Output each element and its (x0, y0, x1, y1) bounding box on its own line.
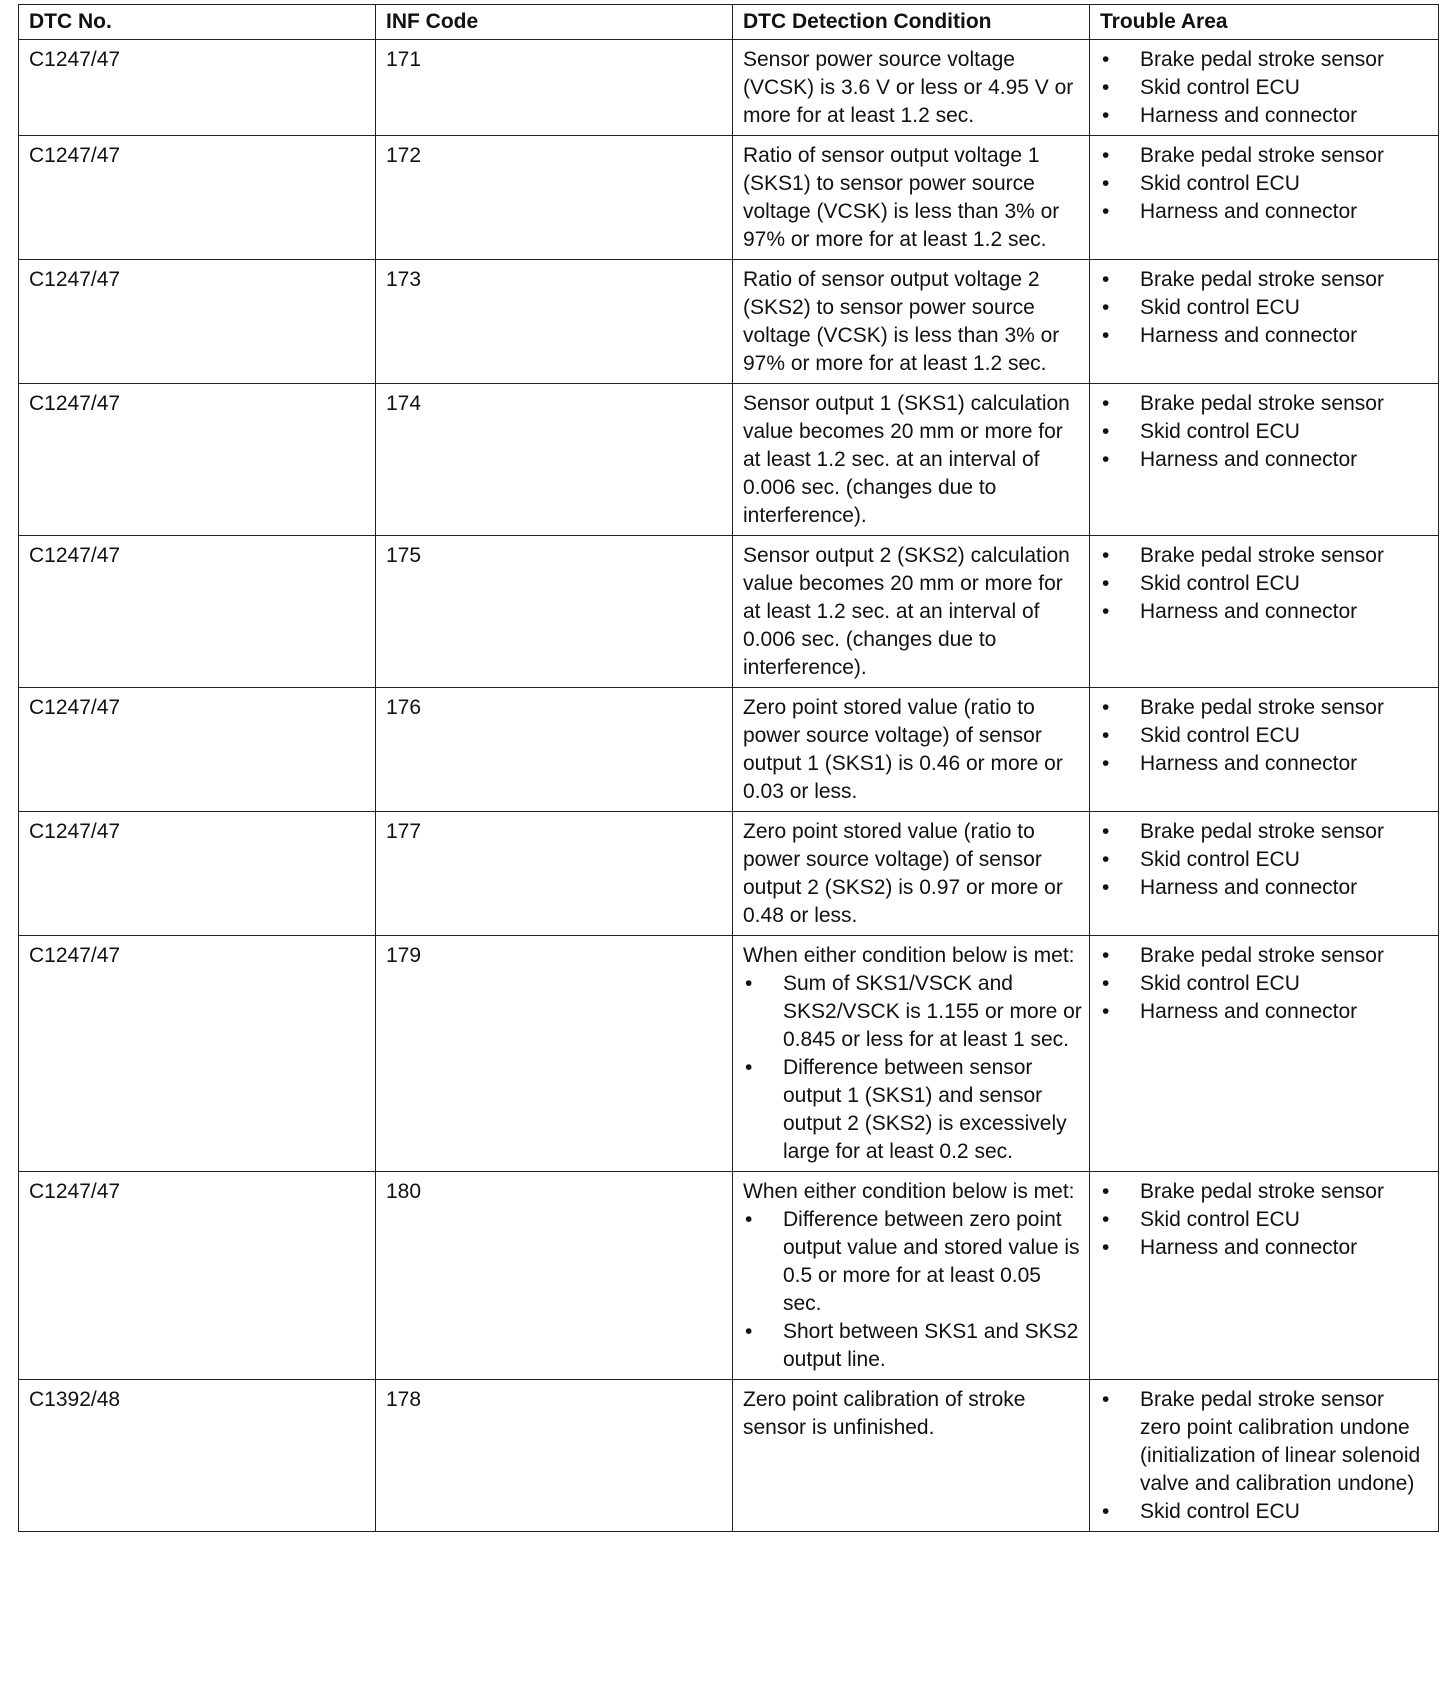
trouble-area-item: • Skid control ECU (1100, 970, 1429, 998)
trouble-area-item: • Skid control ECU (1100, 1206, 1429, 1234)
detection-condition-cell (733, 536, 1090, 688)
dtc-no-cell: C1247/47 (19, 1172, 376, 1380)
trouble-area-item: • Skid control ECU (1100, 570, 1429, 598)
table-row (19, 40, 1439, 136)
trouble-area-item: • Skid control ECU (1100, 74, 1429, 102)
condition-text: Zero point stored value (ratio to power source voltage) of sensor output 2 (SKS2) is 0.97 or more or 0.48 or less. (743, 820, 1063, 927)
condition-bullet: • Difference between sensor output 1 (SKS1) and sensor output 2 (SKS2) is excessively large for at least 0.2 sec. (743, 1054, 1083, 1166)
dtc-no-cell: C1247/47 (19, 936, 376, 1172)
table-row (19, 136, 1439, 260)
trouble-area-item: • Harness and connector (1100, 750, 1429, 778)
inf-code-cell: 173 (376, 260, 733, 384)
detection-condition-cell (733, 384, 1090, 536)
dtc-no-cell: C1247/47 (19, 812, 376, 936)
trouble-area-item: • Skid control ECU (1100, 170, 1429, 198)
detection-condition-cell (733, 136, 1090, 260)
trouble-area-item: • Brake pedal stroke sensor (1100, 390, 1429, 418)
inf-code-cell: 171 (376, 40, 733, 136)
table-row (19, 536, 1439, 688)
trouble-area-cell (1090, 40, 1439, 136)
dtc-no-cell: C1247/47 (19, 688, 376, 812)
header-inf-code: INF Code (376, 5, 733, 40)
detection-condition-cell (733, 812, 1090, 936)
header-dtc-no: DTC No. (19, 5, 376, 40)
inf-code-cell: 172 (376, 136, 733, 260)
trouble-area-cell (1090, 812, 1439, 936)
dtc-table (18, 4, 1439, 1532)
dtc-no-cell: C1247/47 (19, 384, 376, 536)
trouble-area-item: • Skid control ECU (1100, 722, 1429, 750)
condition-bullet-list (743, 970, 1083, 1166)
inf-code-cell: 177 (376, 812, 733, 936)
trouble-area-item: • Skid control ECU (1100, 418, 1429, 446)
condition-text: Zero point calibration of stroke sensor is unfinished. (743, 1388, 1026, 1439)
dtc-no-cell: C1247/47 (19, 136, 376, 260)
table-row (19, 1380, 1439, 1532)
trouble-area-item: • Harness and connector (1100, 874, 1429, 902)
condition-text: When either condition below is met: (743, 1180, 1075, 1203)
detection-condition-cell (733, 688, 1090, 812)
table-row (19, 260, 1439, 384)
trouble-area-item: • Harness and connector (1100, 1234, 1429, 1262)
condition-text: Sensor output 1 (SKS1) calculation value becomes 20 mm or more for at least 1.2 sec. at an interval of 0.006 sec. (changes due to interference). (743, 392, 1070, 527)
header-row (19, 5, 1439, 40)
trouble-area-list (1100, 818, 1429, 902)
dtc-no-cell: C1247/47 (19, 40, 376, 136)
trouble-area-item: • Harness and connector (1100, 446, 1429, 474)
trouble-area-list (1100, 390, 1429, 474)
trouble-area-item: • Brake pedal stroke sensor (1100, 46, 1429, 74)
inf-code-cell: 180 (376, 1172, 733, 1380)
header-trouble-area: Trouble Area (1090, 5, 1439, 40)
condition-bullet: • Short between SKS1 and SKS2 output line. (743, 1318, 1083, 1374)
inf-code-cell: 179 (376, 936, 733, 1172)
trouble-area-item: • Skid control ECU (1100, 294, 1429, 322)
table-row (19, 812, 1439, 936)
trouble-area-list (1100, 942, 1429, 1026)
table-row (19, 384, 1439, 536)
inf-code-cell: 178 (376, 1380, 733, 1532)
trouble-area-item: • Brake pedal stroke sensor (1100, 818, 1429, 846)
condition-text: When either condition below is met: (743, 944, 1075, 967)
condition-text: Sensor output 2 (SKS2) calculation value becomes 20 mm or more for at least 1.2 sec. at an interval of 0.006 sec. (changes due to interference). (743, 544, 1070, 679)
trouble-area-item: • Brake pedal stroke sensor (1100, 1178, 1429, 1206)
trouble-area-list (1100, 1178, 1429, 1262)
trouble-area-item: • Brake pedal stroke sensor (1100, 694, 1429, 722)
dtc-no-cell: C1247/47 (19, 536, 376, 688)
trouble-area-item: • Harness and connector (1100, 598, 1429, 626)
detection-condition-cell (733, 260, 1090, 384)
trouble-area-cell (1090, 136, 1439, 260)
condition-text: Ratio of sensor output voltage 1 (SKS1) to sensor power source voltage (VCSK) is less than 3% or 97% or more for at least 1.2 sec. (743, 144, 1060, 251)
inf-code-cell: 175 (376, 536, 733, 688)
trouble-area-item: • Harness and connector (1100, 102, 1429, 130)
trouble-area-list (1100, 142, 1429, 226)
trouble-area-cell (1090, 536, 1439, 688)
trouble-area-item: • Brake pedal stroke sensor (1100, 542, 1429, 570)
detection-condition-cell (733, 40, 1090, 136)
trouble-area-item: • Brake pedal stroke sensor (1100, 266, 1429, 294)
condition-bullet: • Sum of SKS1/VSCK and SKS2/VSCK is 1.155 or more or 0.845 or less for at least 1 sec. (743, 970, 1083, 1054)
table-row (19, 1172, 1439, 1380)
table-row (19, 688, 1439, 812)
trouble-area-list (1100, 266, 1429, 350)
trouble-area-item: • Brake pedal stroke sensor (1100, 942, 1429, 970)
trouble-area-list (1100, 1386, 1429, 1526)
condition-text: Sensor power source voltage (VCSK) is 3.6 V or less or 4.95 V or more for at least 1.2 sec. (743, 48, 1074, 127)
trouble-area-item: • Brake pedal stroke sensor (1100, 142, 1429, 170)
detection-condition-cell (733, 936, 1090, 1172)
trouble-area-item: • Brake pedal stroke sensor zero point calibration undone (initialization of linear solenoid valve and calibration undone) (1100, 1386, 1429, 1498)
trouble-area-item: • Harness and connector (1100, 322, 1429, 350)
dtc-no-cell: C1247/47 (19, 260, 376, 384)
trouble-area-list (1100, 694, 1429, 778)
condition-bullet: • Difference between zero point output value and stored value is 0.5 or more for at least 0.05 sec. (743, 1206, 1083, 1318)
condition-text: Ratio of sensor output voltage 2 (SKS2) to sensor power source voltage (VCSK) is less than 3% or 97% or more for at least 1.2 sec. (743, 268, 1060, 375)
trouble-area-cell (1090, 260, 1439, 384)
trouble-area-cell (1090, 1172, 1439, 1380)
trouble-area-cell (1090, 936, 1439, 1172)
trouble-area-item: • Skid control ECU (1100, 1498, 1429, 1526)
inf-code-cell: 174 (376, 384, 733, 536)
trouble-area-list (1100, 46, 1429, 130)
trouble-area-cell (1090, 1380, 1439, 1532)
trouble-area-cell (1090, 384, 1439, 536)
inf-code-cell: 176 (376, 688, 733, 812)
header-detection-condition: DTC Detection Condition (733, 5, 1090, 40)
condition-text: Zero point stored value (ratio to power source voltage) of sensor output 1 (SKS1) is 0.46 or more or 0.03 or less. (743, 696, 1063, 803)
table-body (19, 40, 1439, 1532)
dtc-no-cell: C1392/48 (19, 1380, 376, 1532)
table-row (19, 936, 1439, 1172)
trouble-area-list (1100, 542, 1429, 626)
trouble-area-item: • Harness and connector (1100, 198, 1429, 226)
condition-bullet-list (743, 1206, 1083, 1374)
trouble-area-item: • Skid control ECU (1100, 846, 1429, 874)
detection-condition-cell (733, 1380, 1090, 1532)
detection-condition-cell (733, 1172, 1090, 1380)
trouble-area-cell (1090, 688, 1439, 812)
trouble-area-item: • Harness and connector (1100, 998, 1429, 1026)
